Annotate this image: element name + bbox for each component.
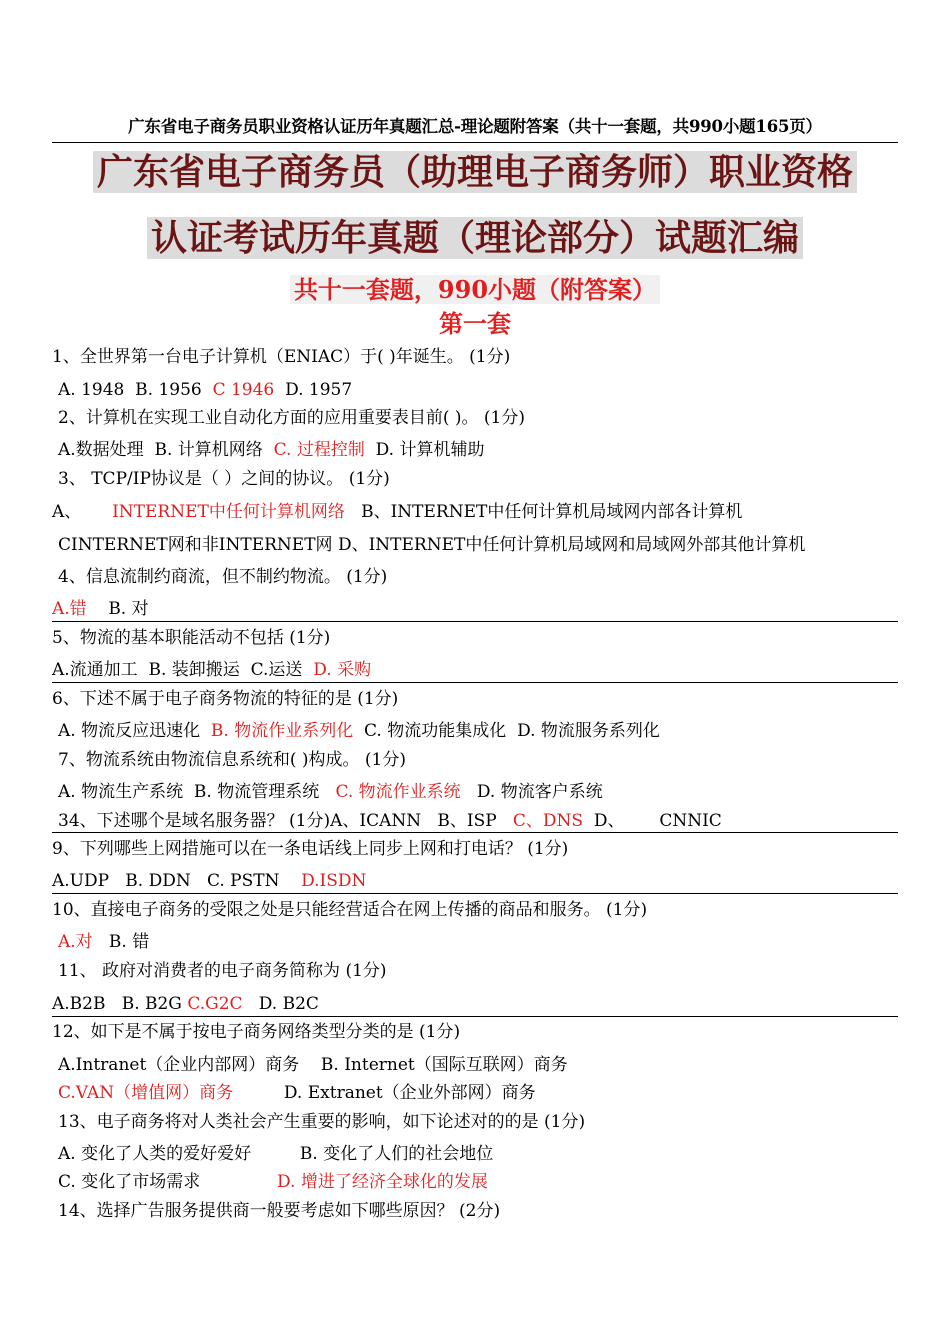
option-d: D. 1957 [285,380,353,400]
question-9-stem: 9、下列哪些上网措施可以在一条电话线上同步上网和打电话？ (1分) [52,839,569,859]
option-d: D. Extranet（企业外部网）商务 [283,1083,536,1103]
option-d-answer: D. 增进了经济全球化的发展 [277,1172,488,1192]
option-c: C. PSTN [206,871,280,891]
option-d-text: CNNIC [659,811,722,831]
question-11-options [52,993,319,1015]
option-d-answer: D.ISDN [301,871,367,891]
option-b: B. 物流管理系统 [193,782,320,802]
option-a: A.B2B [52,994,106,1014]
option-d: D. 物流客户系统 [476,782,603,802]
divider [52,621,898,622]
option-a-answer: A.对 [58,932,93,952]
option-b: B. 变化了人们的社会地位 [299,1144,494,1164]
question-4-options [52,598,149,620]
option-a: A.UDP [52,871,110,891]
question-3-options-row2 [58,534,805,556]
document-title-line1: 广东省电子商务员（助理电子商务师）职业资格 [52,148,898,196]
question-7-stem: 7、物流系统由物流信息系统和( )构成。 (1分) [58,750,406,770]
question-9-options [52,870,366,892]
question-34-stem: 34、下述哪个是域名服务器？ (1分)A、ICANN [58,811,422,831]
question-3-options-row1 [52,501,742,523]
option-c-answer: C.G2C [187,994,243,1014]
document-subtitle: 共十一套题，990小题（附答案） [52,274,898,306]
option-c-answer: C.VAN（增值网）商务 [58,1083,234,1103]
divider [52,893,898,894]
question-1-options [58,379,352,401]
question-10-options [58,931,149,953]
question-3-stem: 3、 TCP/IP协议是（ ）之间的协议。 (1分) [58,469,390,489]
option-b: B. DDN [125,871,191,891]
question-11-stem: 11、 政府对消费者的电子商务简称为 (1分) [58,961,387,981]
option-c-answer: C. 过程控制 [273,440,365,460]
document-title-line2: 认证考试历年真题（理论部分）试题汇编 [52,214,898,262]
question-4-stem: 4、信息流制约商流，但不制约物流。 (1分) [58,567,388,587]
option-d: D、INTERNET中任何计算机局域网和局域网外部其他计算机 [337,535,806,555]
option-c: C. 物流功能集成化 [364,721,507,741]
question-10-stem: 10、直接电子商务的受限之处是只能经营适合在网上传播的商品和服务。 (1分) [52,900,648,920]
question-14-stem: 14、选择广告服务提供商一般要考虑如下哪些原因？ (2分) [58,1201,501,1221]
question-12-options-row1 [58,1054,568,1076]
set-heading: 第一套 [439,309,511,338]
option-b: B. B2G [121,994,182,1014]
option-c-answer: C 1946 [212,380,275,400]
question-13-stem: 13、电子商务将对人类社会产生重要的影响，如下论述对的的是 (1分) [58,1112,586,1132]
option-b: B. 错 [108,932,150,952]
option-a: A. 变化了人类的爱好爱好 [58,1144,252,1164]
option-b: B. 计算机网络 [154,440,263,460]
option-c-answer: C. 物流作业系统 [335,782,461,802]
option-a-answer: A.错 [52,599,87,619]
header-divider [52,142,898,143]
question-12-stem: 12、如下是不属于按电子商务网络类型分类的是 (1分) [52,1022,461,1042]
question-1-stem: 1、全世界第一台电子计算机（ENIAC）于( )年诞生。 (1分) [52,347,511,367]
option-a: A. 物流生产系统 [58,782,184,802]
option-a: A.数据处理 [58,440,144,460]
page-header: 广东省电子商务员职业资格认证历年真题汇总-理论题附答案（共十一套题，共990小题165页） [128,117,822,136]
option-b: B、INTERNET中任何计算机局域网内部各计算机 [361,502,743,522]
option-b: B. Internet（国际互联网）商务 [320,1055,568,1075]
option-a: A.流通加工 [52,660,138,680]
question-7-options [58,781,603,803]
option-a-label: A、 [52,502,82,522]
option-d: D. B2C [258,994,319,1014]
divider [52,682,898,683]
question-12-options-row2 [58,1082,536,1104]
question-6-options [58,720,660,742]
question-34-row [58,810,722,832]
divider [52,1016,898,1017]
option-d-label: D、 [593,811,625,831]
option-a: A.Intranet（企业内部网）商务 [58,1055,300,1075]
option-c: CINTERNET网和非INTERNET网 [58,535,333,555]
question-5-stem: 5、物流的基本职能活动不包括 (1分) [52,628,331,648]
question-6-stem: 6、下述不属于电子商务物流的特征的是 (1分) [52,689,399,709]
question-13-options-row2 [58,1171,488,1193]
option-d: D. 计算机辅助 [375,440,485,460]
option-c-answer: C、DNS [512,811,584,831]
option-b: B. 装卸搬运 [148,660,240,680]
option-a: A. 1948 [58,380,125,400]
option-b-answer: B. 物流作业系列化 [210,721,354,741]
option-b: B. 1956 [135,380,202,400]
option-b: B、ISP [437,811,497,831]
divider [52,832,898,833]
option-a: A. 物流反应迅速化 [58,721,201,741]
question-13-options-row1 [58,1143,493,1165]
option-b: B. 对 [108,599,149,619]
question-5-options [52,659,371,681]
question-2-stem: 2、计算机在实现工业自动化方面的应用重要表目前( )。 (1分) [58,408,525,428]
option-c: C. 变化了市场需求 [58,1172,201,1192]
option-d: D. 物流服务系列化 [517,721,660,741]
option-d-answer: D. 采购 [313,660,372,680]
option-a-answer: INTERNET中任何计算机网络 [112,502,345,522]
question-2-options [58,439,485,461]
option-c: C.运送 [250,660,303,680]
